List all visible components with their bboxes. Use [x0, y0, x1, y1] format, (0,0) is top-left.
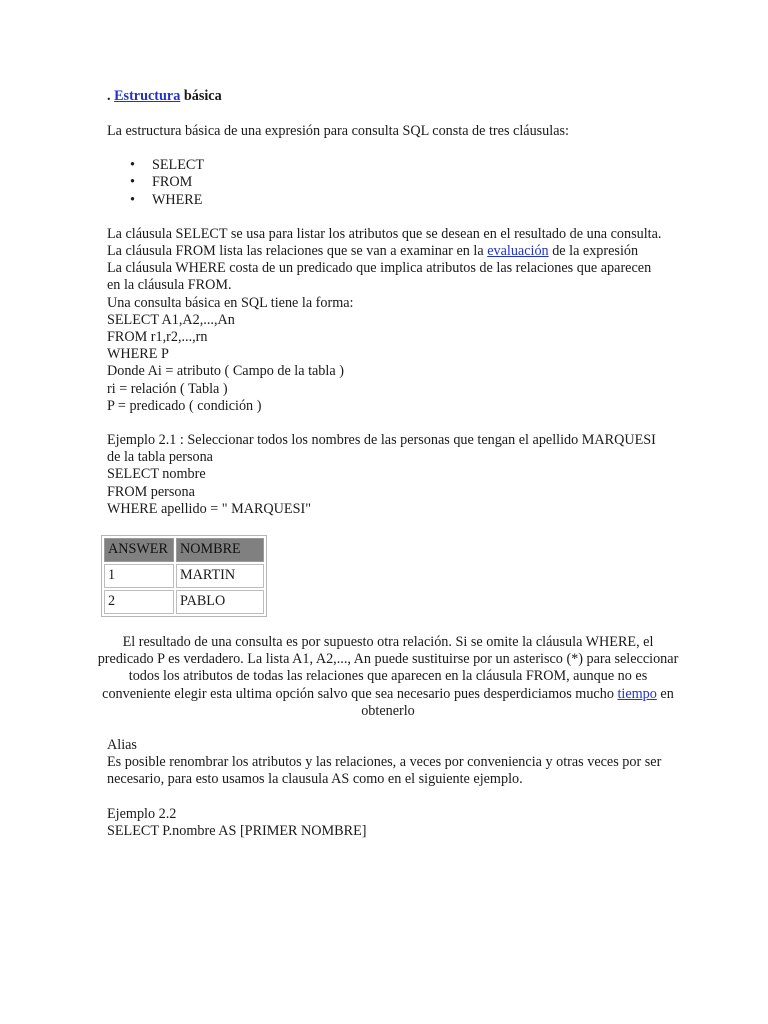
list-item: [130, 174, 667, 191]
example-1-select: SELECT nombre: [107, 466, 206, 483]
select-description: La cláusula SELECT se usa para listar los atributos que se desean en el resultado de una consulta.: [107, 225, 662, 242]
result-note-tail: en obtenerlo: [361, 685, 674, 719]
heading-prefix: .: [107, 88, 115, 104]
alias-text: Es posible renombrar los atributos y las relaciones, a veces por conveniencia y otras veces por ser necesario, para esto usamos la clausula AS como en el siguiente ejemplo.: [107, 754, 662, 788]
bullet-icon: •: [130, 157, 135, 174]
list-item-label: FROM: [152, 174, 193, 191]
alias-title: Alias: [107, 737, 137, 754]
table-cell: MARTIN: [176, 564, 264, 588]
table-header-row: [104, 538, 264, 562]
estructura-link[interactable]: Estructura: [114, 88, 181, 104]
example-1-block: [107, 432, 667, 518]
definition-ai: Donde Ai = atributo ( Campo de la tabla ): [107, 363, 344, 380]
example-1-where: WHERE apellido = " MARQUESI": [107, 500, 312, 517]
result-note-text: El resultado de una consulta es por supuesto otra relación. Si se omite la cláusula WHERE, el predicado P es verdadero. La lista A1, A2,..., An puede sustituirse por un asterisco (*) para seleccionar todos los atributos de todas las relaciones que aparecen en la cláusula FROM, aunque no es conveniente elegir esta ultima opción salvo que sea necesario pues desperdiciamos mucho: [97, 634, 679, 702]
example-1-description: Ejemplo 2.1 : Seleccionar todos los nombres de las personas que tengan el apellido MARQUESI de la tabla persona: [107, 432, 656, 466]
explanation-block: [107, 226, 667, 415]
document-page: [97, 88, 679, 840]
example-2-block: [107, 806, 667, 840]
list-item: [130, 157, 667, 174]
form-intro: Una consulta básica en SQL tiene la forma:: [107, 294, 354, 311]
bullet-icon: •: [130, 174, 135, 191]
table-row: [104, 564, 264, 588]
column-header-answer: ANSWER: [104, 538, 174, 562]
clauses-list: [107, 157, 667, 209]
heading-rest: básica: [180, 88, 222, 104]
from-description: [107, 243, 667, 260]
list-item: [130, 191, 667, 209]
definition-p: P = predicado ( condición ): [107, 397, 262, 414]
section-heading: [107, 88, 667, 108]
list-item-label: SELECT: [152, 157, 205, 174]
definition-ri: ri = relación ( Tabla ): [107, 380, 228, 397]
column-header-nombre: NOMBRE: [176, 538, 264, 562]
from-description-text: La cláusula FROM lista las relaciones que se van a examinar en la: [107, 242, 488, 259]
table-cell: 2: [104, 590, 174, 614]
from-description-tail: de la expresión: [548, 242, 639, 259]
table-row: [104, 590, 264, 614]
form-select-line: SELECT A1,A2,...,An: [107, 311, 235, 328]
example-1-from: FROM persona: [107, 483, 195, 500]
tiempo-link[interactable]: tiempo: [617, 685, 657, 702]
where-description: La cláusula WHERE costa de un predicado que implica atributos de las relaciones que aparecen en la cláusula FROM.: [107, 260, 652, 294]
alias-block: [107, 737, 667, 789]
result-table: [101, 535, 267, 617]
form-where-line: WHERE P: [107, 346, 169, 363]
intro-paragraph: La estructura básica de una expresión para consulta SQL consta de tres cláusulas:: [107, 123, 569, 139]
evaluacion-link[interactable]: evaluación: [487, 242, 549, 259]
example-2-title: Ejemplo 2.2: [107, 805, 177, 822]
list-item-label: WHERE: [152, 191, 203, 208]
example-2-select: SELECT P.nombre AS [PRIMER NOMBRE]: [107, 822, 367, 839]
form-from-line: FROM r1,r2,...,rn: [107, 328, 208, 345]
result-note: [97, 634, 679, 720]
bullet-icon: •: [130, 191, 135, 208]
table-cell: 1: [104, 564, 174, 588]
table-cell: PABLO: [176, 590, 264, 614]
